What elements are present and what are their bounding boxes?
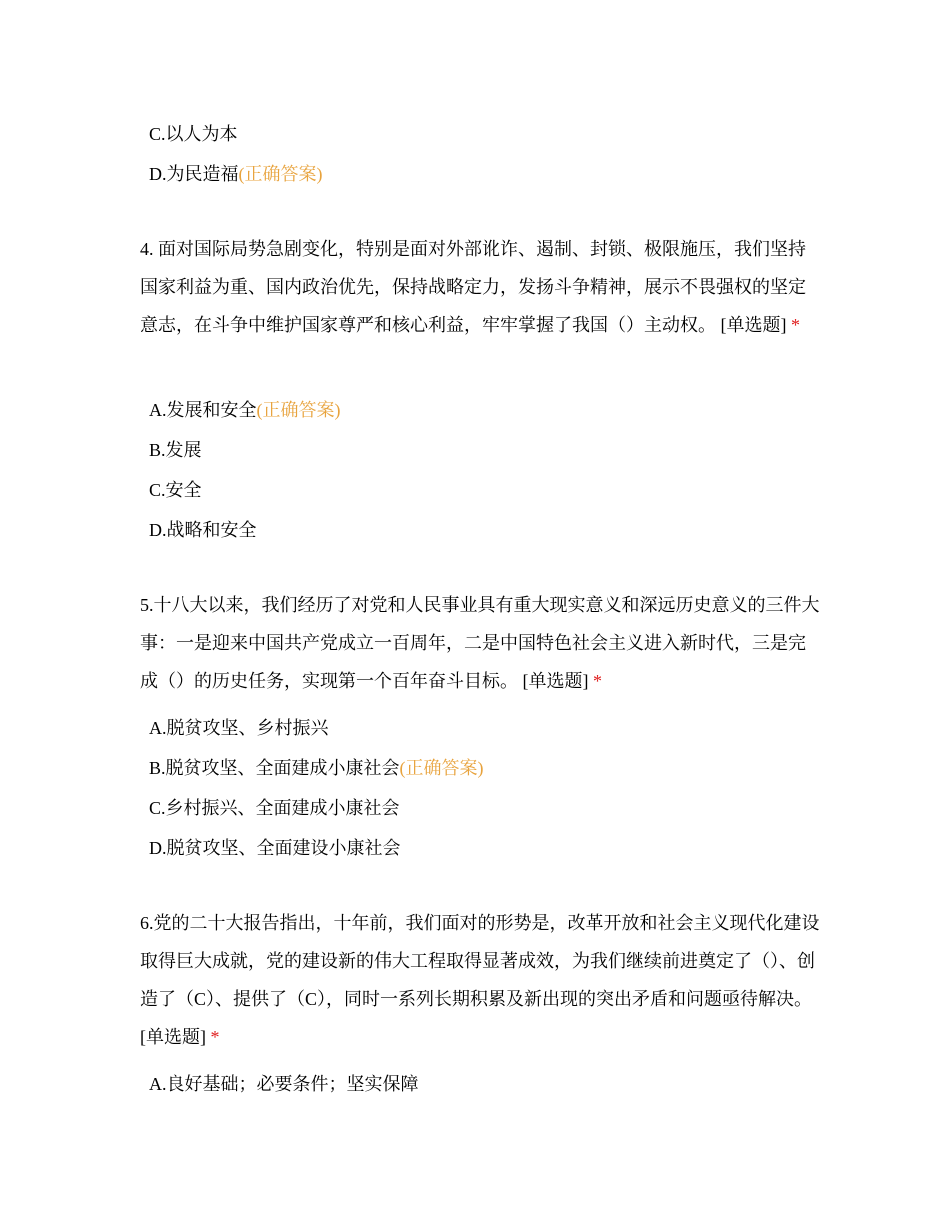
option-label: A.良好基础；必要条件；坚实保障 [149,1074,419,1094]
required-mark: * [593,671,602,691]
q6-title [140,904,820,1056]
option-label: A.脱贫攻坚、乡村振兴 [149,718,329,738]
question-text: 6.党的二十大报告指出，十年前，我们面对的形势是，改革开放和社会主义现代化建设取得巨大成就，党的建设新的伟大工程取得显著成效，为我们继续前进奠定了（）、创造了（C）、提供了（C），同时一系列长期积累及新出现的突出矛盾和问题亟待解决。 [单选题] [140,913,820,1047]
q3-option-c[interactable] [149,122,238,146]
q4-option-a[interactable] [149,398,341,422]
q4-title [140,230,820,344]
q4-option-d[interactable] [149,518,257,542]
required-mark: * [210,1027,220,1047]
q5-option-d[interactable] [149,836,401,860]
option-label: D.为民造福 [149,164,239,184]
correct-answer-tag: (正确答案) [238,164,323,184]
correct-answer-tag: (正确答案) [399,758,484,778]
q5-option-b[interactable] [149,756,484,780]
option-label: C.安全 [149,480,202,500]
option-label: D.脱贫攻坚、全面建设小康社会 [149,838,401,858]
q5-title [140,586,820,700]
q3-option-d[interactable] [149,162,323,186]
question-text: 4. 面对国际局势急剧变化，特别是面对外部讹诈、遏制、封锁、极限施压，我们坚持国家利益为重、国内政治优先，保持战略定力，发扬斗争精神，展示不畏强权的坚定意志，在斗争中维护国家尊严和核心利益，牢牢掌握了我国（）主动权。 [单选题] [140,239,806,335]
question-text: 5.十八大以来，我们经历了对党和人民事业具有重大现实意义和深远历史意义的三件大事：一是迎来中国共产党成立一百周年，二是中国特色社会主义进入新时代，三是完成（）的历史任务，实现第一个百年奋斗目标。 [单选题] [140,595,820,691]
q5-option-c[interactable] [149,796,400,820]
q4-option-b[interactable] [149,438,202,462]
option-label: C.以人为本 [149,124,238,144]
option-label: B.发展 [149,440,202,460]
required-mark: * [791,315,800,335]
correct-answer-tag: (正确答案) [256,400,341,420]
option-label: B.脱贫攻坚、全面建成小康社会 [149,758,400,778]
option-label: D.战略和安全 [149,520,257,540]
option-label: C.乡村振兴、全面建成小康社会 [149,798,400,818]
q6-option-a[interactable] [149,1072,419,1096]
q4-option-c[interactable] [149,478,202,502]
option-label: A.发展和安全 [149,400,257,420]
q5-option-a[interactable] [149,716,329,740]
